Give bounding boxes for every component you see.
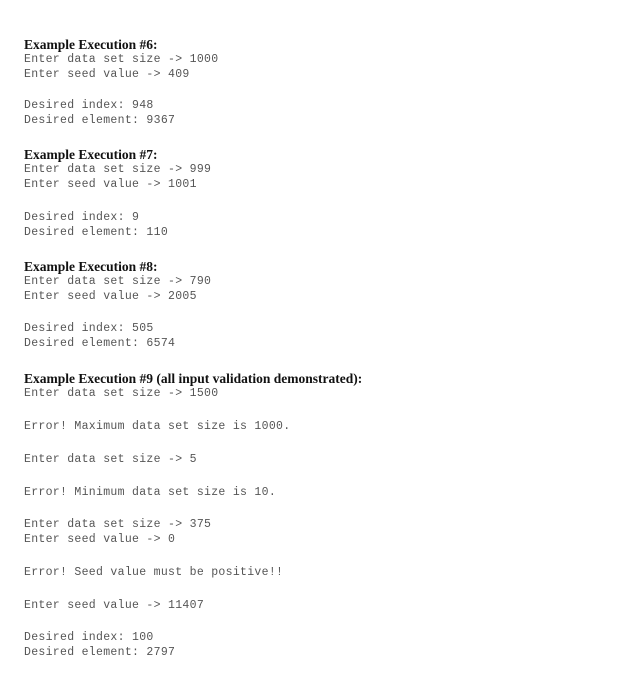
example-9-size-prompt-2: Enter data set size -> 5 <box>24 453 197 466</box>
example-7-desired-element: Desired element: 110 <box>24 226 169 239</box>
example-8-heading: Example Execution #8: <box>24 259 158 274</box>
example-8-desired-index: Desired index: 505 <box>24 322 154 335</box>
example-9-desired-index: Desired index: 100 <box>24 631 154 644</box>
example-9-heading: Example Execution #9 (all input validation demonstrated): <box>24 371 363 386</box>
example-9-seed-prompt-1: Enter seed value -> 0 <box>24 533 176 546</box>
example-8-seed-prompt: Enter seed value -> 2005 <box>24 290 197 303</box>
example-9-size-prompt-1: Enter data set size -> 1500 <box>24 387 219 400</box>
example-9-error-min: Error! Minimum data set size is 10. <box>24 486 277 499</box>
example-6-seed-prompt: Enter seed value -> 409 <box>24 68 190 81</box>
example-9-seed-prompt-2: Enter seed value -> 11407 <box>24 599 205 612</box>
example-7-heading: Example Execution #7: <box>24 147 158 162</box>
example-7-desired-index: Desired index: 9 <box>24 211 140 224</box>
example-8-size-prompt: Enter data set size -> 790 <box>24 275 212 288</box>
example-9-size-prompt-3: Enter data set size -> 375 <box>24 518 212 531</box>
example-6-heading: Example Execution #6: <box>24 37 158 52</box>
example-9-error-max: Error! Maximum data set size is 1000. <box>24 420 291 433</box>
example-8-desired-element: Desired element: 6574 <box>24 337 176 350</box>
example-6-desired-index: Desired index: 948 <box>24 99 154 112</box>
example-6-desired-element: Desired element: 9367 <box>24 114 176 127</box>
example-9-desired-element: Desired element: 2797 <box>24 646 176 659</box>
example-7-size-prompt: Enter data set size -> 999 <box>24 163 212 176</box>
example-7-seed-prompt: Enter seed value -> 1001 <box>24 178 197 191</box>
example-9-error-seed: Error! Seed value must be positive!! <box>24 566 284 579</box>
example-6-size-prompt: Enter data set size -> 1000 <box>24 53 219 66</box>
